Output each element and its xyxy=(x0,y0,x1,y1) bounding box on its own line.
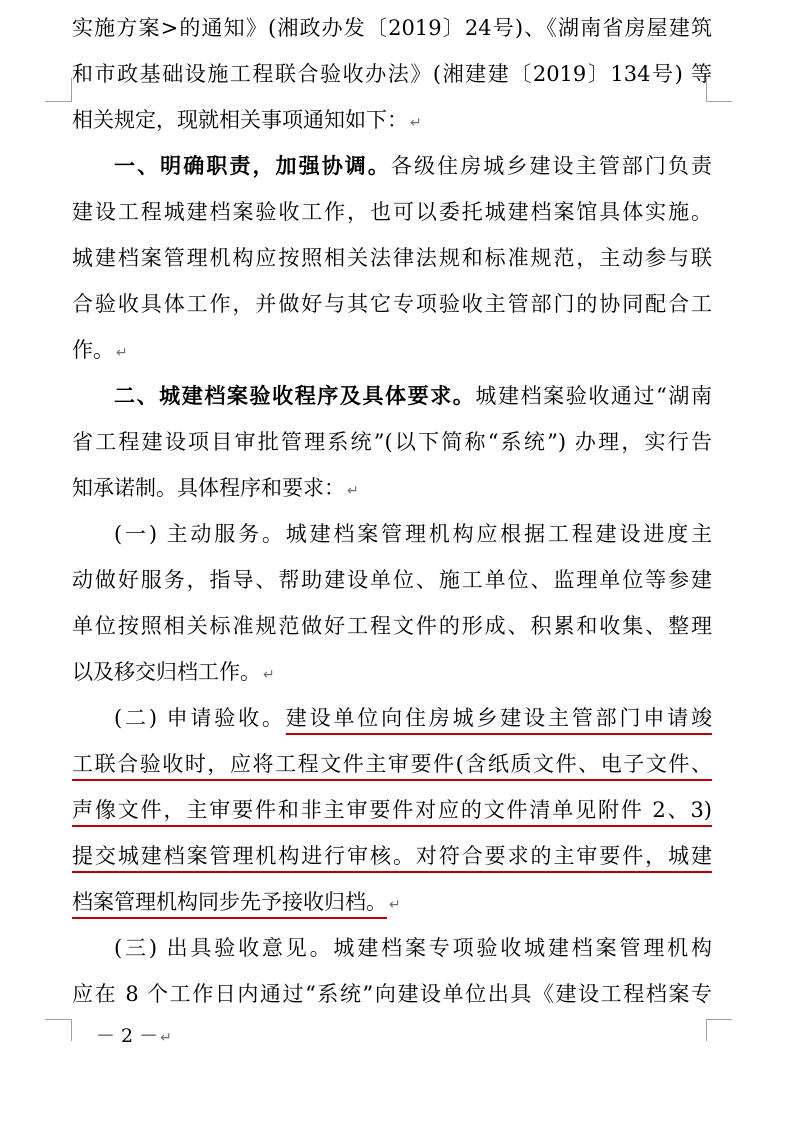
crop-mark-bottom-left-v xyxy=(71,1019,72,1041)
body-line: 动做好服务，指导、帮助建设单位、施工单位、监理单位等参建 xyxy=(72,568,712,592)
underlined-text: 建设单位向住房城乡建设主管部门申请竣 xyxy=(285,706,713,730)
section-heading: 一、明确职责，加强协调。 xyxy=(114,153,391,178)
underlined-text: 声像文件，主审要件和非主审要件对应的文件清单见附件 2、3) xyxy=(72,798,712,822)
paragraph-mark-icon: ↵ xyxy=(160,1030,172,1046)
body-line: 知承诺制。具体程序和要求： ↵ xyxy=(72,476,359,500)
subsection-line: (一) 主动服务。城建档案管理机构应根据工程建设进度主 xyxy=(114,522,712,546)
crop-mark-top-left-h xyxy=(45,101,71,102)
subsection-line: (二) 申请验收。建设单位向住房城乡建设主管部门申请竣 xyxy=(114,706,713,730)
body-line: 单位按照相关标准规范做好工程文件的形成、积累和收集、整理 xyxy=(72,614,712,638)
paragraph-mark-icon: ↵ xyxy=(347,483,359,499)
body-line xyxy=(72,842,712,870)
body-line: 建设工程城建档案验收工作，也可以委托城建档案馆具体实施。 xyxy=(72,200,712,224)
body-line: 和市政基础设施工程联合验收办法》(湘建建〔2019〕134号) 等 xyxy=(72,62,712,86)
crop-mark-bottom-right-v xyxy=(706,1019,707,1041)
body-line: 应在 8 个工作日内通过“系统”向建设单位出具《建设工程档案专 xyxy=(72,982,712,1006)
paragraph-mark-icon: ↵ xyxy=(263,667,275,683)
paragraph-mark-icon: ↵ xyxy=(389,897,401,913)
body-line: 省工程建设项目审批管理系统”(以下简称“系统”) 办理，实行告 xyxy=(72,430,712,454)
body-line: 城建档案管理机构应按照相关法律法规和标准规范，主动参与联 xyxy=(72,246,712,270)
subsection-line: (三) 出具验收意见。城建档案专项验收城建档案管理机构 xyxy=(114,936,712,960)
section-heading: 二、城建档案验收程序及具体要求。 xyxy=(114,383,476,408)
crop-mark-bottom-left-h xyxy=(45,1019,71,1020)
crop-mark-bottom-right-h xyxy=(706,1019,732,1020)
body-line: 合验收具体工作，并做好与其它专项验收主管部门的协同配合工 xyxy=(72,292,712,316)
section-heading-line: 二、城建档案验收程序及具体要求。城建档案验收通过“湖南 xyxy=(114,383,712,408)
body-line: 相关规定，现就相关事项通知如下： ↵ xyxy=(72,108,422,132)
body-line: 以及移交归档工作。 ↵ xyxy=(72,660,275,684)
body-line xyxy=(72,796,712,824)
paragraph-mark-icon: ↵ xyxy=(410,115,422,131)
body-line: 实施方案>的通知》(湘政办发〔2019〕24号)、《湖南省房屋建筑 xyxy=(72,16,712,40)
body-line xyxy=(72,888,712,919)
page-number: － 2 － ↵ xyxy=(96,1025,172,1047)
section-heading-line: 一、明确职责，加强协调。各级住房城乡建设主管部门负责 xyxy=(114,153,713,178)
underlined-text: 档案管理机构同步先予接收归档。 xyxy=(72,890,387,914)
crop-mark-top-right-h xyxy=(706,101,732,102)
underlined-text: 工联合验收时，应将工程文件主审要件(含纸质文件、电子文件、 xyxy=(72,752,712,776)
body-line xyxy=(72,750,712,778)
underlined-text: 提交城建档案管理机构进行审核。对符合要求的主审要件，城建 xyxy=(72,844,712,868)
body-line: 作。 ↵ xyxy=(72,338,128,362)
paragraph-mark-icon: ↵ xyxy=(116,345,128,361)
